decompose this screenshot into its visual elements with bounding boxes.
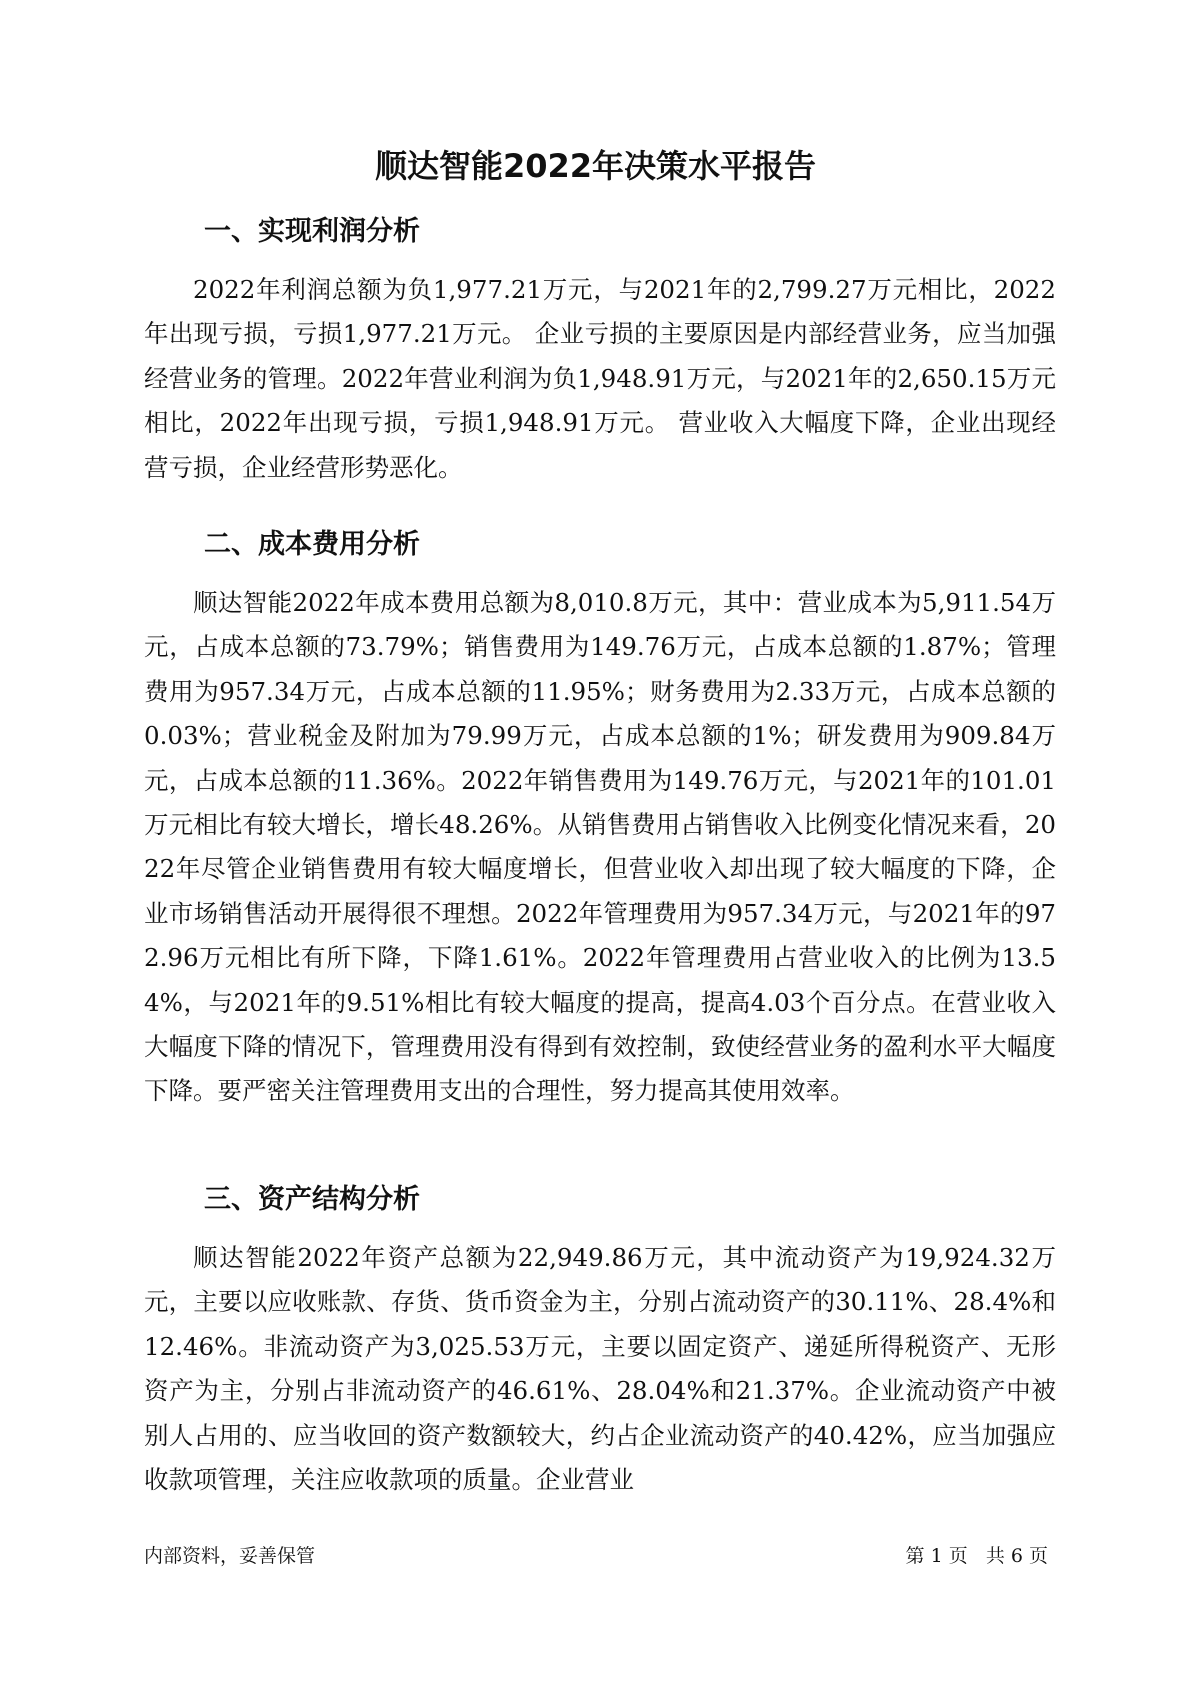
section-heading-assets: 三、资产结构分析 <box>204 1184 420 1215</box>
section-heading-cost: 二、成本费用分析 <box>204 529 420 560</box>
section-paragraph-assets: 顺达智能2022年资产总额为22,949.86万元，其中流动资产为19,924.32万元，主要以应收账款、存货、货币资金为主，分别占流动资产的30.11%、28.4%和12.46%。非流动资产为3,025.53万元，主要以固定资产、递延所得税资产、无形资产为主，分别占非流动资产的46.61%、28.04%和21.37%。企业流动资产中被别人占用的、应当收回的资产数额较大，约占企业流动资产的40.42%，应当加强应收款项管理，关注应收款项的质量。企业营业 <box>144 1243 1056 1495</box>
document-title: 顺达智能2022年决策水平报告 <box>374 147 817 185</box>
section-paragraph-cost: 顺达智能2022年成本费用总额为8,010.8万元，其中：营业成本为5,911.54万元，占成本总额的73.79%；销售费用为149.76万元，占成本总额的1.87%；管理费用为957.34万元，占成本总额的11.95%；财务费用为2.33万元，占成本总额的0.03%；营业税金及附加为79.99万元，占成本总额的1%；研发费用为909.84万元，占成本总额的11.36%。2022年销售费用为149.76万元，与2021年的101.01万元相比有较大增长，增长48.26%。从销售费用占销售收入比例变化情况来看，2022年尽管企业销售费用有较大幅度增长，但营业收入却出现了较大幅度的下降，企业市场销售活动开展得很不理想。2022年管理费用为957.34万元，与2021年的972.96万元相比有所下降，下降1.61%。2022年管理费用占营业收入的比例为13.54%，与2021年的9.51%相比有较大幅度的提高，提高4.03个百分点。在营业收入大幅度下降的情况下，管理费用没有得到有效控制，致使经营业务的盈利水平大幅度下降。要严密关注管理费用支出的合理性，努力提高其使用效率。 <box>144 588 1056 1106</box>
section-paragraph-profit: 2022年利润总额为负1,977.21万元，与2021年的2,799.27万元相比，2022年出现亏损，亏损1,977.21万元。 企业亏损的主要原因是内部经营业务，应当加强经营业务的管理。2022年营业利润为负1,948.91万元，与2021年的2,650.15万元相比，2022年出现亏损，亏损1,948.91万元。 营业收入大幅度下降，企业出现经营亏损，企业经营形势恶化。 <box>144 275 1056 482</box>
footer-page-number: 第 1 页 共 6 页 <box>905 1545 1048 1567</box>
section-heading-profit: 一、实现利润分析 <box>204 216 420 247</box>
footer-confidential-note: 内部资料，妥善保管 <box>144 1545 316 1567</box>
